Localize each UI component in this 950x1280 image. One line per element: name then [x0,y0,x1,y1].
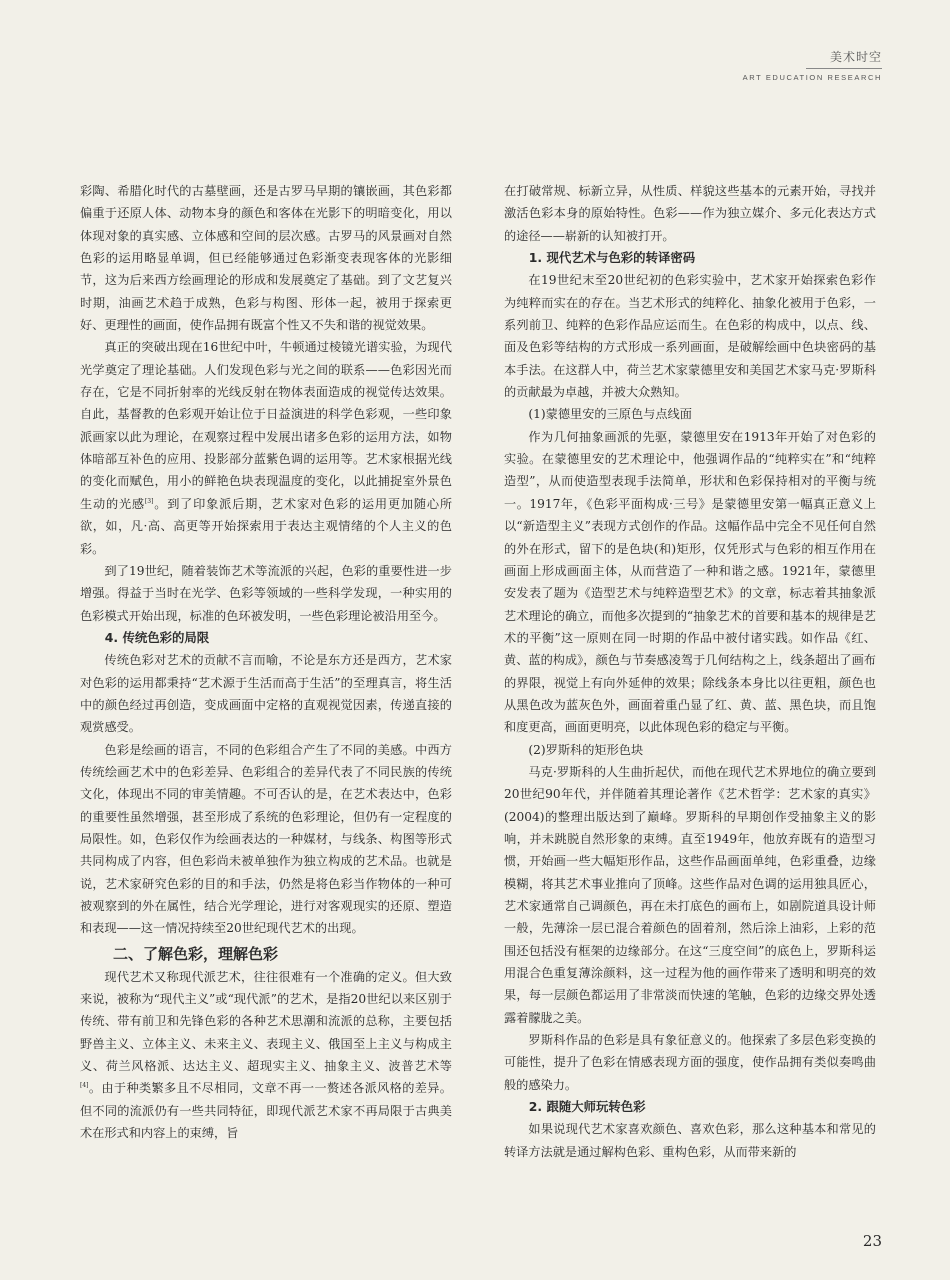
paragraph: 在19世纪末至20世纪初的色彩实验中，艺术家开始探索色彩作为纯粹而实在的存在。当艺术形式的纯粹化、抽象化被用于色彩，一系列前卫、纯粹的色彩作品应运而生。在色彩的构成中，以点、线、面及色彩等结构的方式形成一系列画面，是破解绘画中色块密码的基本手法。在这群人中，荷兰艺术家蒙德里安和美国艺术家马克·罗斯科的贡献最为卓越，并被大众熟知。 [504,273,876,400]
paragraph: 作为几何抽象画派的先驱，蒙德里安在1913年开始了对色彩的实验。在蒙德里安的艺术理论中，他强调作品的“纯粹实在”和“纯粹造型”，从而使造型表现手法简单，形状和色彩保持相对的平衡与统一。1917年，《色彩平面构成·三号》是蒙德里安第一幅真正意义上以“新造型主义”表现方式创作的作品。这幅作品中完全不见任何自然的外在形式，留下的是色块(和)矩形，仅凭形式与色彩的相互作用在画面上形成画面主体，从而营造了一种和谐之感。1921年，蒙德里安发表了题为《造型艺术与纯粹造型艺术》的文章，标志着其抽象派艺术理论的确立，而他多次提到的“抽象艺术的首要和基本的规律是艺术的平衡”这一原则在同一时期的作品中被付诸实践。如作品《红、黄、蓝的构成》，颜色与节奏感凌驾于几何结构之上，线条超出了画布的界限，视觉上有向外延伸的效果；除线条本身比以往更粗，颜色也从黑色改为蓝灰色外，画面着重凸显了红、黄、蓝、黑色块，而且饱和度更高，画面更明亮，以此体现色彩的稳定与平衡。 [504,429,876,735]
paragraph: 传统色彩对艺术的贡献不言而喻，不论是东方还是西方，艺术家对色彩的运用都秉持“艺术源于生活而高于生活”的至理真言，将生活中的颜色经过再创造，变成画面中定格的直观视觉因素，传递直接的观赏感受。 [80,653,452,735]
paragraph: 色彩是绘画的语言，不同的色彩组合产生了不同的美感。中西方传统绘画艺术中的色彩差异、色彩组合的差异代表了不同民族的传统文化，体现出不同的审美情趣。不可否认的是，在艺术表达中，色彩的重要性虽然增强，甚至形成了系统的色彩理论，但仍有一定程度的局限性。如，色彩仅作为绘画表达的一种媒材，与线条、构图等形式共同构成了内容，但色彩尚未被单独作为独立构成的艺术品。也就是说，艺术家研究色彩的目的和手法，仍然是将色彩当作物体的一种可被观察到的外在属性，结合光学理论，进行对客观现实的还原、塑造和表现——这一情况持续至20世纪现代艺术的出现。 [80,742,452,936]
column-subtitle: ART EDUCATION RESEARCH [742,73,882,82]
column-title: 美术时空 [829,50,882,64]
paragraph: 如果说现代艺术家喜欢颜色、喜欢色彩，那么这种基本和常见的转译方法就是通过解构色彩、重构色彩，从而带来新的 [504,1122,876,1159]
header-rule [806,68,882,69]
paragraph: 真正的突破出现在16世纪中叶，牛顿通过棱镜光谱实验，为现代光学奠定了理论基础。人们发现色彩与光之间的联系——色彩因光而存在，它是不同折射率的光线反射在物体表面造成的视觉传达效果。自此，基督教的色彩观开始让位于日益演进的科学色彩观，一些印象派画家以此为理论，在观察过程中发展出诸多色彩的运用方法，如物体暗部互补色的应用、投影部分蓝紫色调的运用等。艺术家根据光线的变化而赋色，用小的鲜艳色块表现温度的变化，以此捕捉室外景色生动的光感[3]。到了印象派后期，艺术家对色彩的运用更加随心所欲，如，凡·高、高更等开始探索用于表达主观情绪的个人主义的色彩。 [80,340,452,556]
paragraph: 在打破常规、标新立异，从性质、样貌这些基本的元素开始，寻找并激活色彩本身的原始特性。色彩——作为独立媒介、多元化表达方式的途径——崭新的认知被打开。 [504,184,876,243]
citation: [3] [144,497,154,505]
running-header [743,48,882,82]
paragraph: 彩陶、希腊化时代的古墓壁画，还是古罗马早期的镶嵌画，其色彩都偏重于还原人体、动物本身的颜色和客体在光影下的明暗变化，用以体现对象的真实感、立体感和空间的层次感。古罗马的风景画对自然色彩的运用略显单调，但已经能够通过色彩渐变表现客体的光影细节，这为后来西方绘画理论的形成和发展奠定了基础。到了文艺复兴时期，油画艺术趋于成熟，色彩与构图、形体一起，被用于探索更好、更理性的画面，使作品拥有既富个性又不失和谐的视觉效果。 [80,184,452,333]
section-heading: 2. 跟随大师玩转色彩 [528,1099,646,1115]
paragraph: 到了19世纪，随着装饰艺术等流派的兴起，色彩的重要性进一步增强。得益于当时在光学、色彩等领域的一些科学发现，一种实用的色彩模式开始出现，标准的色环被发明，一些色彩理论被沿用至今。 [80,563,452,623]
paragraph: 现代艺术又称现代派艺术，往往很难有一个准确的定义。但大致来说，被称为“现代主义”或“现代派”的艺术，是指20世纪以来区别于传统、带有前卫和先锋色彩的各种艺术思潮和流派的总称，主要包括野兽主义、立体主义、未来主义、表现主义、俄国至上主义与构成主义、荷兰风格派、达达主义、超现实主义、抽象主义、波普艺术等[4]。由于种类繁多且不尽相同，文章不再一一赘述各派风格的差异。但不同的流派仍有一些共同特征，即现代派艺术家不再局限于古典美术在形式和内容上的束缚，旨 [80,969,452,1141]
subsection-heading: (1)蒙德里安的三原色与点线面 [528,407,692,422]
paragraph: 马克·罗斯科的人生曲折起伏，而他在现代艺术界地位的确立要到20世纪90年代，并伴随着其理论著作《艺术哲学：艺术家的真实》(2004)的整理出版达到了巅峰。罗斯科的早期创作受抽象主义的影响，并未跳脱自然形象的束缚。直至1949年，他放弃既有的造型习惯，开始画一些大幅矩形作品，这些作品画面单纯，色彩重叠，边缘模糊，将其艺术事业推向了顶峰。这些作品对色调的运用独具匠心，艺术家通常自己调颜色，再在未打底色的画布上，如剧院道具设计师一般，先薄涂一层已混合着颜色的固着剂，然后涂上油彩，上彩的范围还包括没有框架的边缘部分。在这“三度空间”的底色上，罗斯科运用混合色重复薄涂颜料，这一过程为他的画作带来了透明和明亮的效果，每一层颜色都运用了非常淡而快速的笔触，色彩的边缘交界处透露着朦胧之美。 [504,764,876,1025]
left-column [80,180,452,1240]
chapter-heading: 二、了解色彩，理解色彩 [113,944,279,963]
paragraph: 罗斯科作品的色彩是具有象征意义的。他探索了多层色彩变换的可能性，提升了色彩在情感表现方面的强度，使作品拥有类似奏鸣曲般的感染力。 [504,1033,876,1092]
citation: [4] [80,1082,89,1090]
section-heading: 1. 现代艺术与色彩的转译密码 [528,250,696,266]
subsection-heading: (2)罗斯科的矩形色块 [528,742,644,757]
section-heading: 4. 传统色彩的局限 [104,629,210,645]
right-column [504,180,876,1240]
page-number: 23 [862,1232,882,1250]
